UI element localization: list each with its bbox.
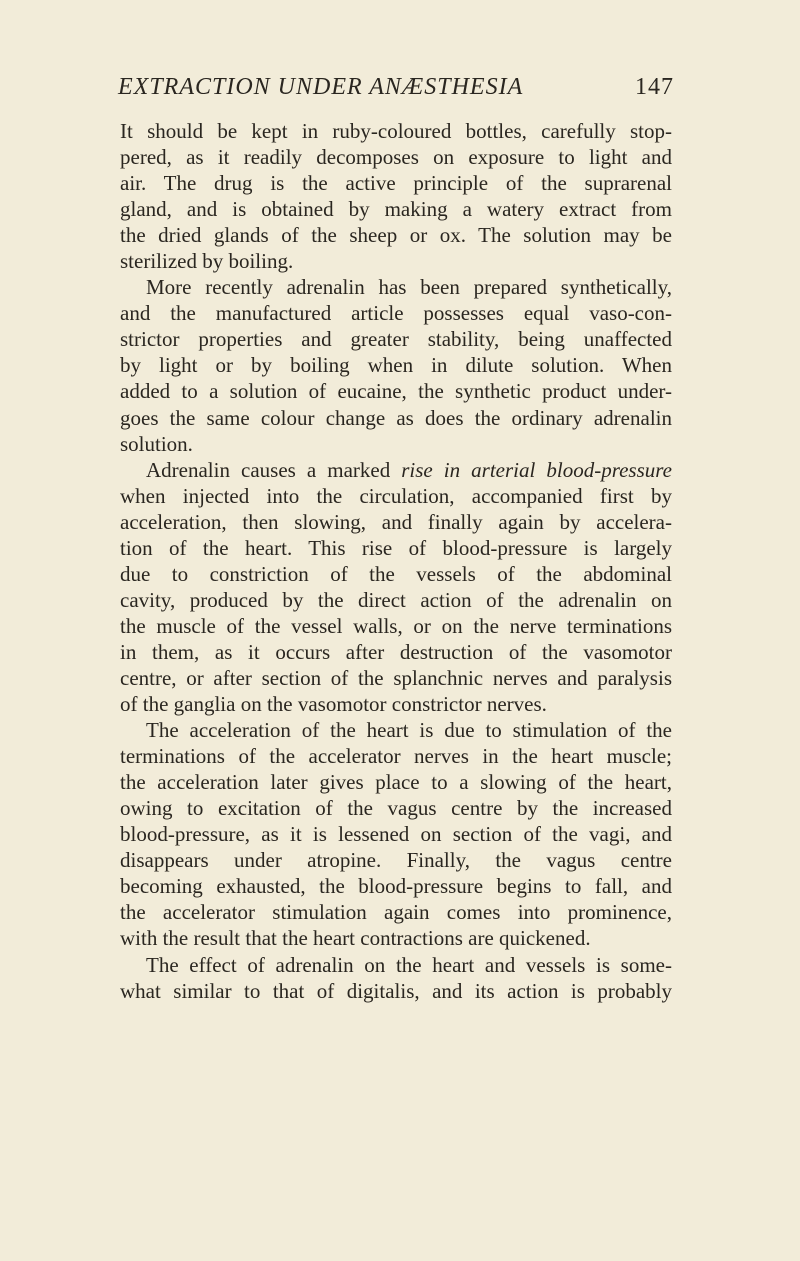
text-line: cavity, produced by the direct action of the adrenalin on xyxy=(120,587,672,612)
text-line: solution. xyxy=(120,431,193,456)
text-run: Adrenalin causes a marked xyxy=(146,457,402,482)
running-head xyxy=(118,74,678,114)
text-line: the dried glands of the sheep or ox. The solution may be xyxy=(120,223,672,248)
text-line: owing to excitation of the vagus centre by the increased xyxy=(120,796,672,821)
text-line: becoming exhausted, the blood-pressure begins to fall, and xyxy=(120,874,672,899)
body-text xyxy=(120,118,672,1004)
text-line: acceleration, then slowing, and finally again by accelera- xyxy=(120,509,672,534)
text-line: what similar to that of digitalis, and its action is probably xyxy=(120,978,672,1003)
text-line: strictor properties and greater stability, being unaffected xyxy=(120,327,672,352)
text-line: the accelerator stimulation again comes into prominence, xyxy=(120,900,672,925)
emphasized-phrase: rise in arterial blood-pressure xyxy=(401,457,672,482)
text-line: in them, as it occurs after destruction of the vasomotor xyxy=(120,639,672,664)
text-line: the acceleration later gives place to a slowing of the heart, xyxy=(120,770,672,795)
paragraph-1 xyxy=(120,118,672,274)
text-line: The acceleration of the heart is due to stimulation of the xyxy=(146,718,672,743)
text-line: the muscle of the vessel walls, or on the nerve terminations xyxy=(120,613,672,638)
page-number: 147 xyxy=(635,74,674,100)
text-line: added to a solution of eucaine, the synthetic product under- xyxy=(120,379,672,404)
paragraph-5 xyxy=(120,952,672,1004)
text-line: centre, or after section of the splanchnic nerves and paralysis xyxy=(120,665,672,690)
text-line: The effect of adrenalin on the heart and vessels is some- xyxy=(146,952,672,977)
text-line: of the ganglia on the vasomotor constrictor nerves. xyxy=(120,692,547,717)
paragraph-2 xyxy=(120,274,672,456)
paragraph-4 xyxy=(120,717,672,951)
text-line: and the manufactured article possesses equal vaso-con- xyxy=(120,301,672,326)
text-line: when injected into the circulation, accompanied first by xyxy=(120,483,672,508)
text-line: More recently adrenalin has been prepared synthetically, xyxy=(146,275,672,300)
text-line: It should be kept in ruby-coloured bottles, carefully stop- xyxy=(120,119,672,143)
text-line: gland, and is obtained by making a watery extract from xyxy=(120,197,672,222)
text-line: disappears under atropine. Finally, the vagus centre xyxy=(120,848,672,873)
paragraph-3 xyxy=(120,457,672,717)
text-line: by light or by boiling when in dilute solution. When xyxy=(120,353,672,378)
text-line: goes the same colour change as does the ordinary adrenalin xyxy=(120,405,672,430)
text-line: blood-pressure, as it is lessened on section of the vagi, and xyxy=(120,822,672,847)
text-line: terminations of the accelerator nerves in the heart muscle; xyxy=(120,744,672,769)
text-line: air. The drug is the active principle of the suprarenal xyxy=(120,171,672,196)
text-line: with the result that the heart contractions are quickened. xyxy=(120,926,591,951)
text-line: pered, as it readily decomposes on exposure to light and xyxy=(120,145,672,170)
text-line: sterilized by boiling. xyxy=(120,249,294,274)
running-title: EXTRACTION UNDER ANÆSTHESIA xyxy=(118,74,524,100)
text-line: due to constriction of the vessels of the abdominal xyxy=(120,561,672,586)
text-line xyxy=(120,457,672,483)
text-line: tion of the heart. This rise of blood-pressure is largely xyxy=(120,535,672,560)
